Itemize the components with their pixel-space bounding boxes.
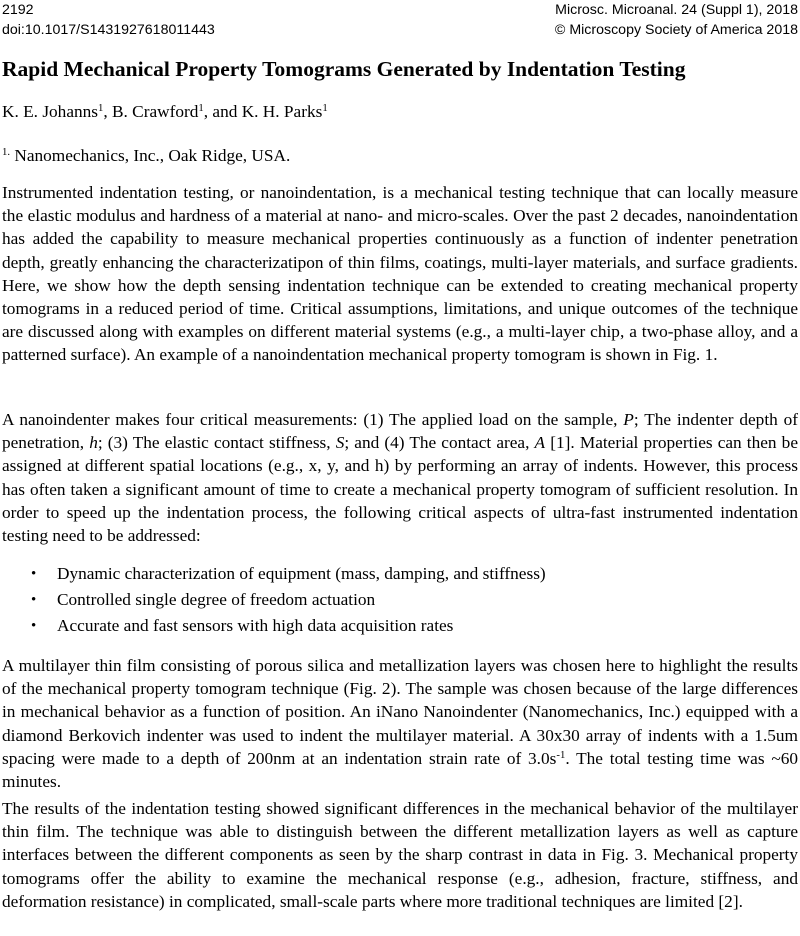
affiliation-marker: 1. bbox=[2, 146, 11, 159]
variable-stiffness: S bbox=[335, 433, 345, 453]
requirements-list bbox=[0, 562, 800, 640]
paragraph-text: A multilayer thin film consisting of porous silica and metallization layers was chosen here to highlight the results of the mechanical property tomogram technique (Fig. 2). The sample was chosen because of the large differences in mechanical behavior as a function of position. An iNano Nanoindenter (Nanomechanics, Inc.) equipped with a diamond Berkovich indenter was used to indent the multilayer material. A 30x30 array of indents with a 1.5um spacing were made to a depth of 200nm at an indentation strain rate of 3.0s bbox=[2, 656, 798, 768]
bullet-icon: • bbox=[31, 618, 37, 634]
paragraph-methods bbox=[2, 654, 798, 793]
author-name: K. E. Johanns bbox=[2, 102, 99, 121]
bullet-icon: • bbox=[31, 592, 37, 608]
page-number: 2192 bbox=[2, 2, 34, 18]
journal-citation: Microsc. Microanal. 24 (Suppl 1), 2018 bbox=[555, 2, 798, 18]
list-item-text: Dynamic characterization of equipment (mass, damping, and stiffness) bbox=[57, 564, 546, 583]
author-name: B. Crawford bbox=[112, 102, 199, 121]
list-item-text: Controlled single degree of freedom actuation bbox=[57, 590, 376, 609]
paragraph-measurements bbox=[2, 408, 798, 547]
list-item-text: Accurate and fast sensors with high data acquisition rates bbox=[57, 616, 454, 635]
paragraph-text: ; and (4) The contact area, bbox=[344, 433, 535, 453]
paragraph-text: ; The indenter depth of penetration, bbox=[2, 410, 799, 453]
author-affiliation-marker: 1 bbox=[322, 102, 328, 115]
list-item bbox=[0, 588, 800, 614]
author-name: K. H. Parks bbox=[241, 102, 323, 121]
affiliation-text: Nanomechanics, Inc., Oak Ridge, USA. bbox=[10, 146, 291, 165]
list-item bbox=[0, 614, 800, 640]
paragraph-text: A nanoindenter makes four critical measurements: (1) The applied load on the sample, bbox=[2, 410, 624, 429]
paragraph-text: [1]. Material properties can then be assigned at different spatial locations (e.g., x, y, and h) by performing an array of indents. However, this process has often taken a significant amount of time to create a mechanical property tomogram of sufficient resolution. In order to speed up the indentation process, the following critical aspects of ultra-fast instrumented indentation testing need to be addressed: bbox=[2, 433, 798, 546]
doi-link[interactable]: doi:10.1017/S1431927618011443 bbox=[2, 22, 215, 38]
paragraph-results: The results of the indentation testing showed significant differences in the mechanical behavior of the multilayer thin film. The technique was able to distinguish between the different metallization layers as well as capture interfaces between the different components as seen by the sharp contrast in data in Fig. 3. Mechanical property tomograms offer the ability to examine the mechanical response (e.g., adhesion, fracture, stiffness, and deformation resistance) in complicated, small-scale parts where more traditional techniques are limited [2]. bbox=[2, 799, 798, 911]
units-exponent: -1 bbox=[556, 748, 566, 761]
author-affiliation-marker: 1 bbox=[198, 102, 204, 115]
variable-load: P bbox=[623, 410, 634, 429]
paragraph-text: . The total testing time was ~60 minutes. bbox=[2, 748, 798, 792]
variable-area: A bbox=[534, 433, 546, 453]
affiliation bbox=[2, 146, 290, 166]
author-separator: , and bbox=[203, 102, 242, 121]
author-list bbox=[2, 102, 328, 122]
copyright-notice: © Microscopy Society of America 2018 bbox=[554, 22, 798, 38]
list-item bbox=[0, 562, 800, 588]
bullet-icon: • bbox=[31, 566, 37, 582]
author-affiliation-marker: 1 bbox=[98, 102, 104, 115]
paragraph-intro: Instrumented indentation testing, or nanoindentation, is a mechanical testing technique that can locally measure the elastic modulus and hardness of a material at nano- and micro-scales. Over the past 2 decades, nanoindentation has added the capability to measure mechanical properties continuously as a function of indenter penetration depth, greatly enhancing the characterizatipon of thin films, coatings, multi-layer materials, and surface gradients. Here, we show how the depth sensing indentation technique can be extended to creating mechanical property tomograms in a reduced period of time. Critical assumptions, limitations, and unique outcomes of the technique are discussed along with examples on different material systems (e.g., a multi-layer chip, a two-phase alloy, and a patterned surface). An example of a nanoindentation mechanical property tomogram is shown in Fig. 1. bbox=[2, 183, 798, 365]
paper-title: Rapid Mechanical Property Tomograms Generated by Indentation Testing bbox=[2, 57, 686, 81]
author-separator: , bbox=[103, 102, 113, 121]
paragraph-text: ; (3) The elastic contact stiffness, bbox=[97, 433, 336, 453]
variable-depth: h bbox=[89, 433, 98, 453]
